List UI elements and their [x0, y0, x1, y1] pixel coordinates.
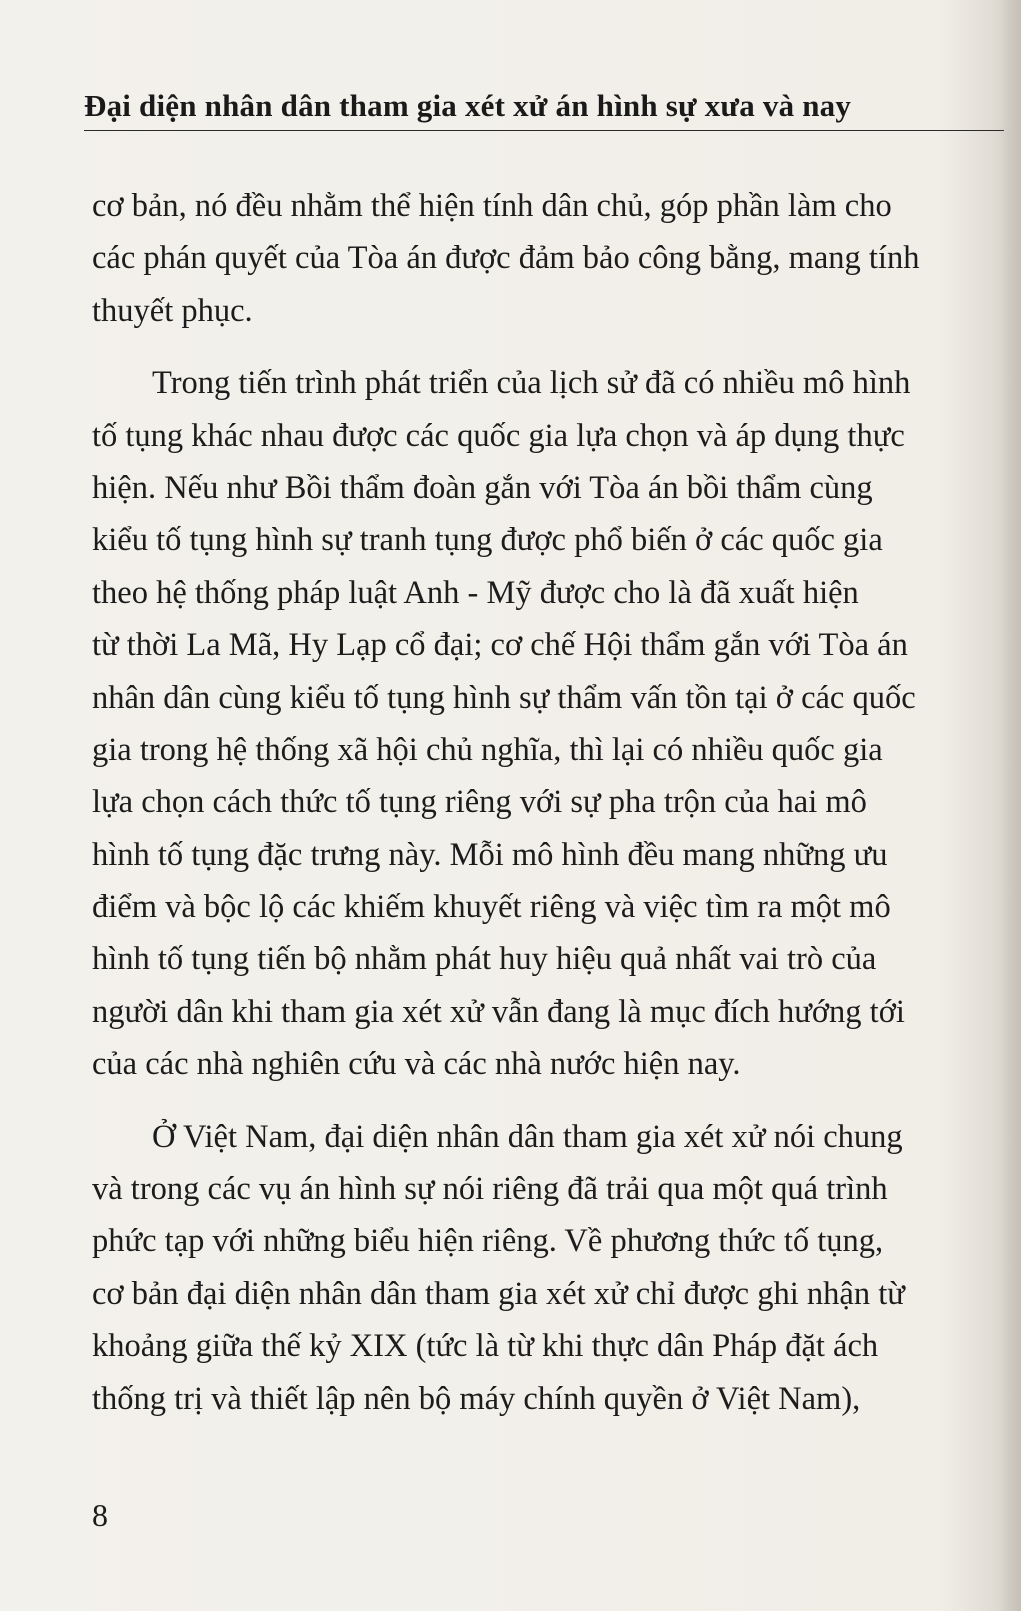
text-line: khoảng giữa thế kỷ XIX (tức là từ khi thực dân Pháp đặt ách [92, 1328, 879, 1365]
text-line: cơ bản đại diện nhân dân tham gia xét xử chỉ được ghi nhận từ [92, 1275, 905, 1312]
page-edge-shadow [999, 0, 1021, 1611]
text-line: của các nhà nghiên cứu và các nhà nước hiện nay. [92, 1046, 741, 1083]
paragraph [92, 1111, 992, 1425]
text-line: hình tố tụng tiến bộ nhằm phát huy hiệu quả nhất vai trò của [92, 941, 877, 978]
text-line: lựa chọn cách thức tố tụng riêng với sự pha trộn của hai mô [92, 784, 867, 821]
text-line: từ thời La Mã, Hy Lạp cổ đại; cơ chế Hội thẩm gắn với Tòa án [92, 627, 908, 664]
text-line: nhân dân cùng kiểu tố tụng hình sự thẩm vấn tồn tại ở các quốc [92, 679, 916, 716]
text-line: phức tạp với những biểu hiện riêng. Về phương thức tố tụng, [92, 1223, 884, 1260]
paragraph [92, 357, 992, 1090]
body-text [92, 180, 992, 1425]
text-line: hiện. Nếu như Bồi thẩm đoàn gắn với Tòa án bồi thẩm cùng [92, 469, 873, 506]
text-line: Ở Việt Nam, đại diện nhân dân tham gia xét xử nói chung [152, 1118, 903, 1155]
text-line: người dân khi tham gia xét xử vẫn đang là mục đích hướng tới [92, 993, 905, 1030]
text-line: Trong tiến trình phát triển của lịch sử đã có nhiều mô hình [152, 365, 911, 402]
text-line: gia trong hệ thống xã hội chủ nghĩa, thì lại có nhiều quốc gia [92, 731, 883, 768]
text-line: theo hệ thống pháp luật Anh - Mỹ được cho là đã xuất hiện [92, 574, 859, 611]
text-line: tố tụng khác nhau được các quốc gia lựa chọn và áp dụng thực [92, 417, 905, 454]
text-line: kiểu tố tụng hình sự tranh tụng được phổ biến ở các quốc gia [92, 522, 883, 559]
text-line: các phán quyết của Tòa án được đảm bảo công bằng, mang tính [92, 240, 920, 277]
page-number: 8 [92, 1497, 108, 1533]
header-rule [84, 130, 1004, 131]
paragraph [92, 180, 992, 337]
text-line: thuyết phục. [92, 292, 253, 329]
text-line: và trong các vụ án hình sự nói riêng đã trải qua một quá trình [92, 1171, 888, 1208]
running-header: Đại diện nhân dân tham gia xét xử án hình sự xưa và nay [84, 88, 852, 123]
text-line: cơ bản, nó đều nhằm thể hiện tính dân chủ, góp phần làm cho [92, 188, 892, 224]
text-line: thống trị và thiết lập nên bộ máy chính quyền ở Việt Nam), [92, 1380, 861, 1417]
text-line: hình tố tụng đặc trưng này. Mỗi mô hình đều mang những ưu [92, 836, 888, 873]
text-line: điểm và bộc lộ các khiếm khuyết riêng và việc tìm ra một mô [92, 889, 891, 926]
